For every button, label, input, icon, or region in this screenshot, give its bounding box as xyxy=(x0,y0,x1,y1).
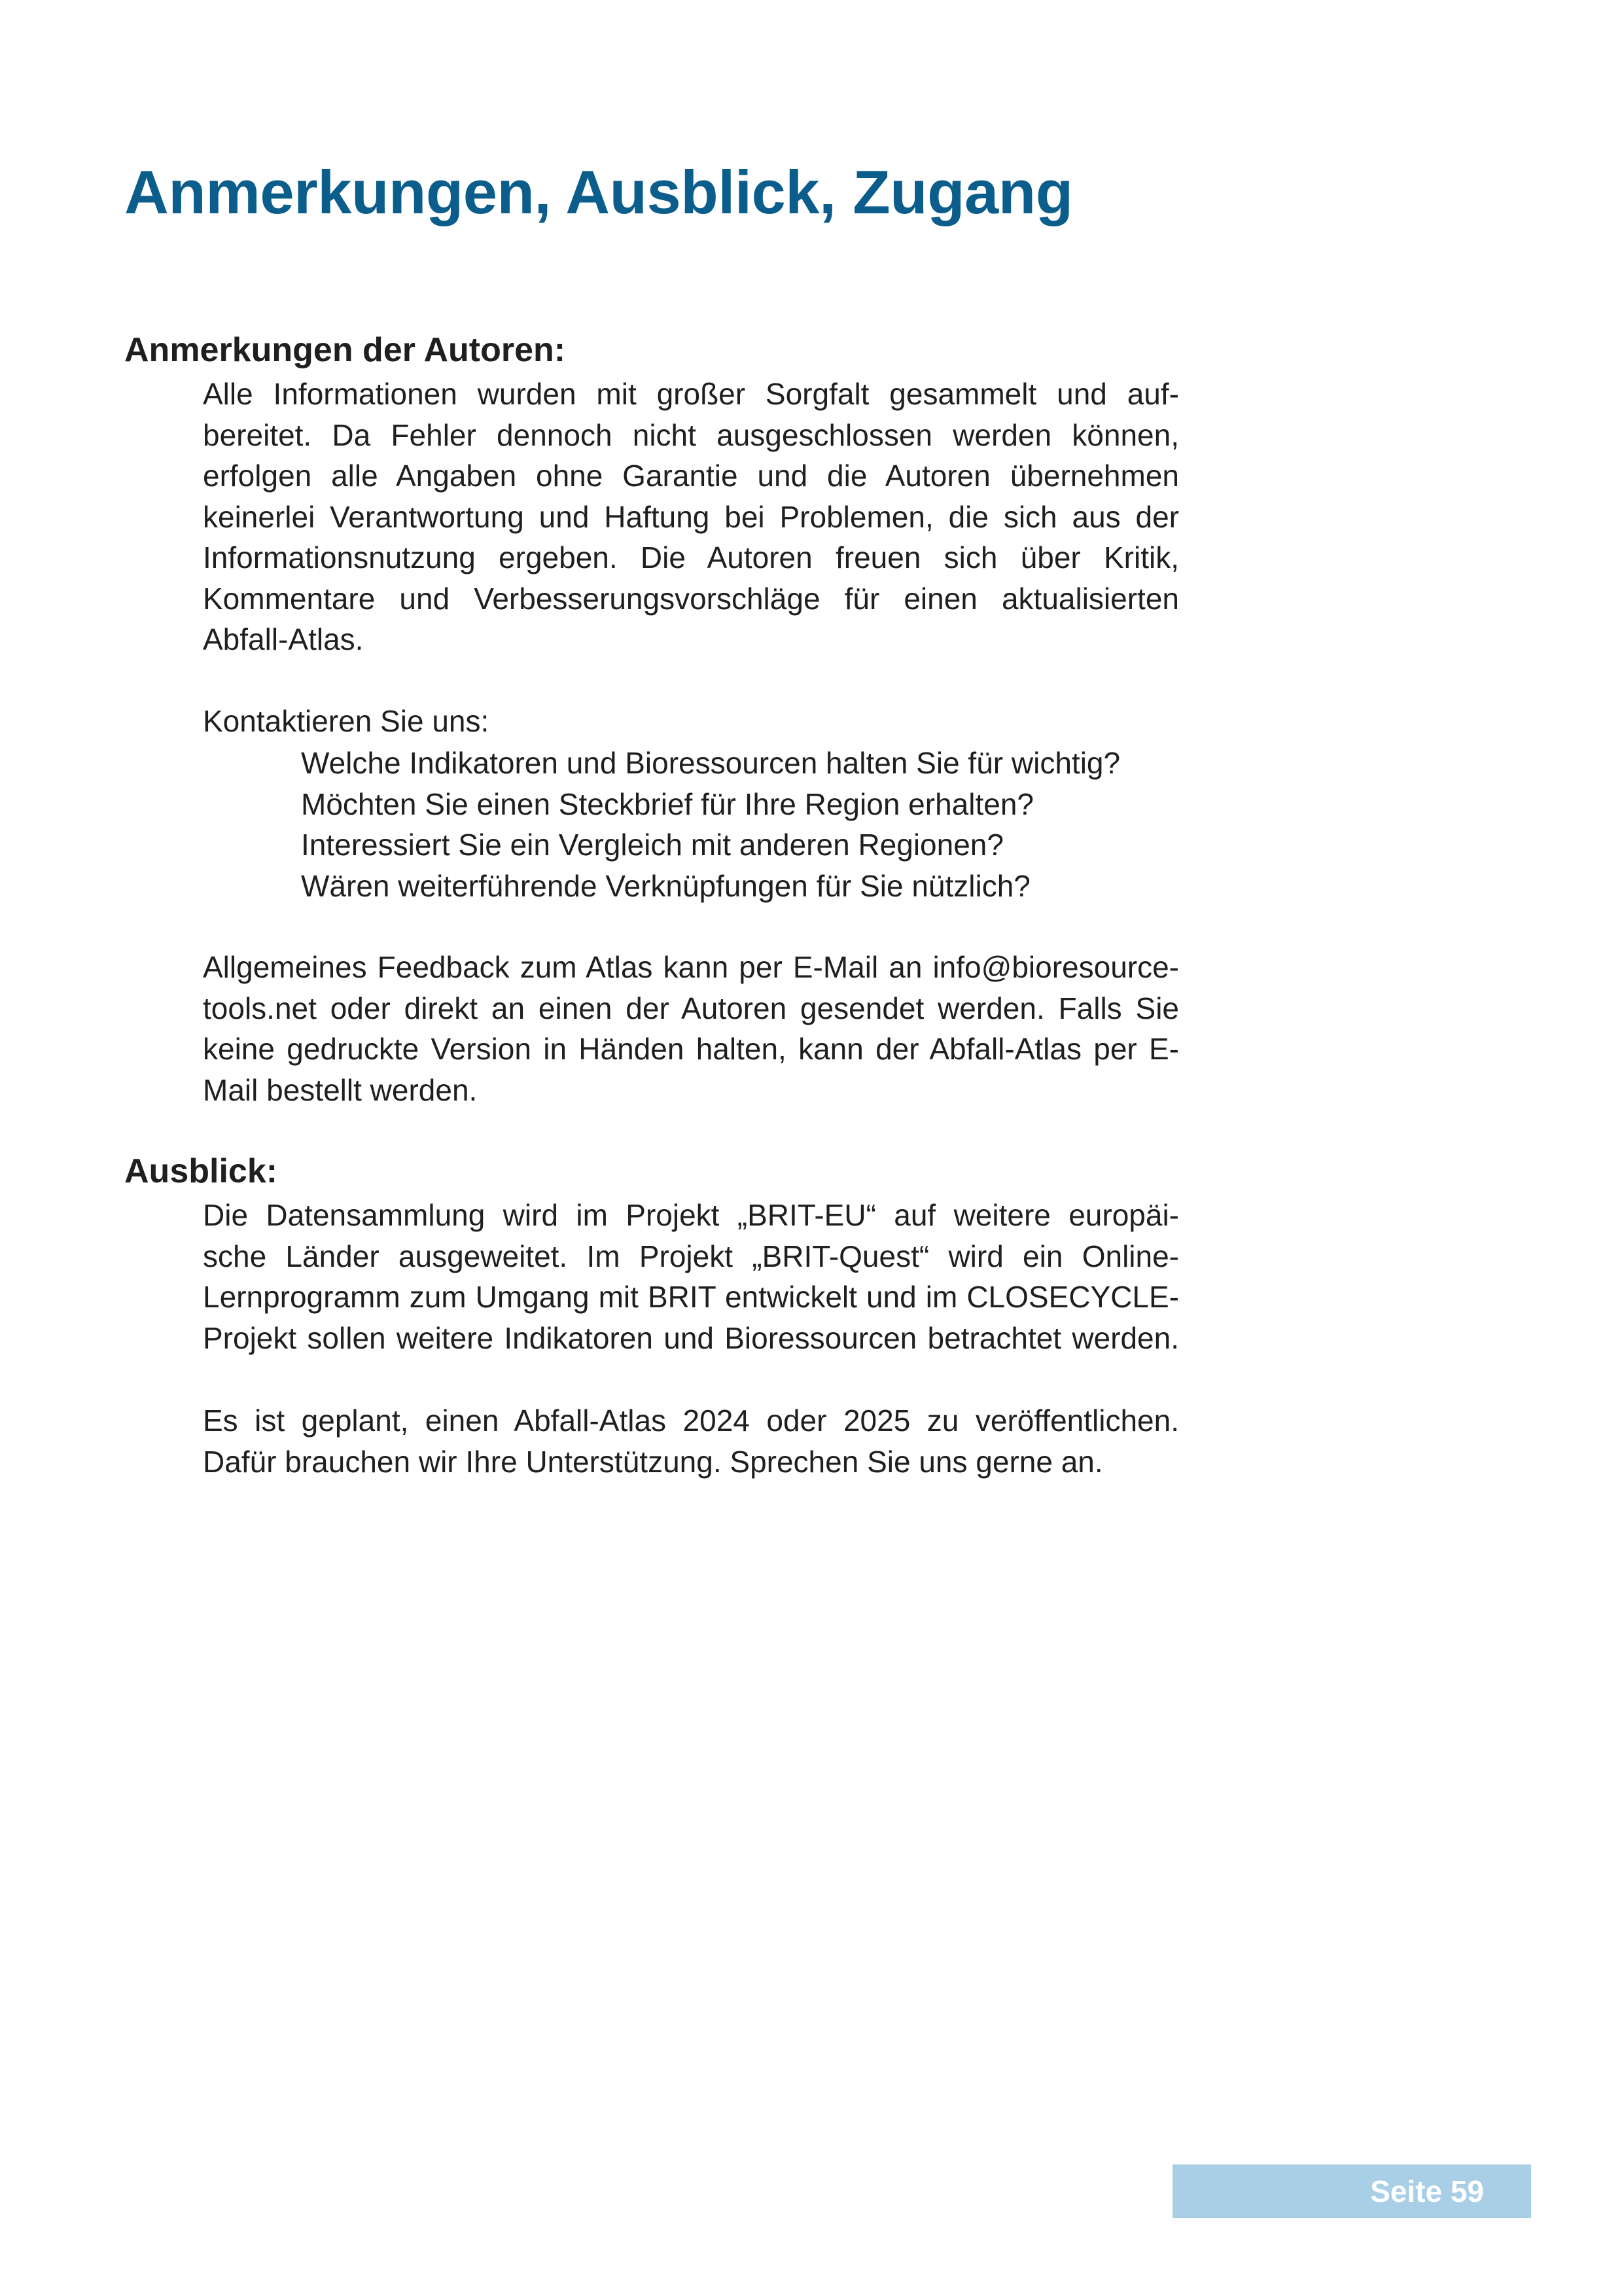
feedback-paragraph xyxy=(203,947,1179,1110)
outlook-projects-paragraph xyxy=(203,1195,1179,1358)
paragraph-line: sche Länder ausgeweitet. Im Projekt „BRIT-Quest“ wird ein Online- xyxy=(203,1239,1179,1273)
paragraph-line: Mail bestellt werden. xyxy=(203,1072,478,1107)
authors-section-heading: Anmerkungen der Autoren: xyxy=(124,331,566,369)
outlook-plan-paragraph xyxy=(203,1400,1179,1482)
paragraph-line: Informationsnutzung ergeben. Die Autoren freuen sich über Kritik, xyxy=(203,540,1179,574)
authors-intro-paragraph xyxy=(203,374,1179,660)
contact-questions-list xyxy=(301,743,1120,906)
paragraph-line: bereitet. Da Fehler dennoch nicht ausgeschlossen werden können, xyxy=(203,417,1179,452)
paragraph-line: tools.net oder direkt an einen der Autoren gesendet werden. Falls Sie xyxy=(203,991,1179,1025)
paragraph-line: Abfall-Atlas. xyxy=(203,622,364,656)
page-title: Anmerkungen, Ausblick, Zugang xyxy=(124,158,1073,226)
page-number-label: Seite 59 xyxy=(1370,2174,1484,2208)
paragraph-line: Kommentare und Verbesserungsvorschläge für einen aktualisierten xyxy=(203,581,1179,616)
paragraph-line: Es ist geplant, einen Abfall-Atlas 2024 oder 2025 zu veröffentlichen. xyxy=(203,1404,1179,1438)
outlook-section-heading: Ausblick: xyxy=(124,1152,278,1190)
contact-label: Kontaktieren Sie uns: xyxy=(203,704,489,738)
list-item: Interessiert Sie ein Vergleich mit anderen Regionen? xyxy=(301,828,1004,862)
list-item: Welche Indikatoren und Bioressourcen halten Sie für wichtig? xyxy=(301,746,1121,780)
paragraph-line: Die Datensammlung wird im Projekt „BRIT-EU“ auf weitere europäi- xyxy=(203,1198,1179,1232)
page-number-badge xyxy=(1173,2164,1531,2218)
list-item: Möchten Sie einen Steckbrief für Ihre Region erhalten? xyxy=(301,786,1034,821)
paragraph-line: Alle Informationen wurden mit großer Sorgfalt gesammelt und auf- xyxy=(203,377,1179,411)
paragraph-line: Dafür brauchen wir Ihre Unterstützung. Sprechen Sie uns gerne an. xyxy=(203,1444,1103,1479)
list-item: Wären weiterführende Verknüpfungen für Sie nützlich? xyxy=(301,868,1031,903)
paragraph-line: erfolgen alle Angaben ohne Garantie und die Autoren übernehmen xyxy=(203,459,1179,493)
paragraph-line: keinerlei Verantwortung und Haftung bei Problemen, die sich aus der xyxy=(203,499,1179,534)
paragraph-line: Allgemeines Feedback zum Atlas kann per E-Mail an info@bioresource- xyxy=(203,950,1179,984)
paragraph-line: Projekt sollen weitere Indikatoren und Bioressourcen betrachtet werden. xyxy=(203,1320,1179,1355)
paragraph-line: Lernprogramm zum Umgang mit BRIT entwickelt und im CLOSECYCLE- xyxy=(203,1280,1179,1314)
paragraph-line: keine gedruckte Version in Händen halten, kann der Abfall-Atlas per E- xyxy=(203,1032,1179,1066)
